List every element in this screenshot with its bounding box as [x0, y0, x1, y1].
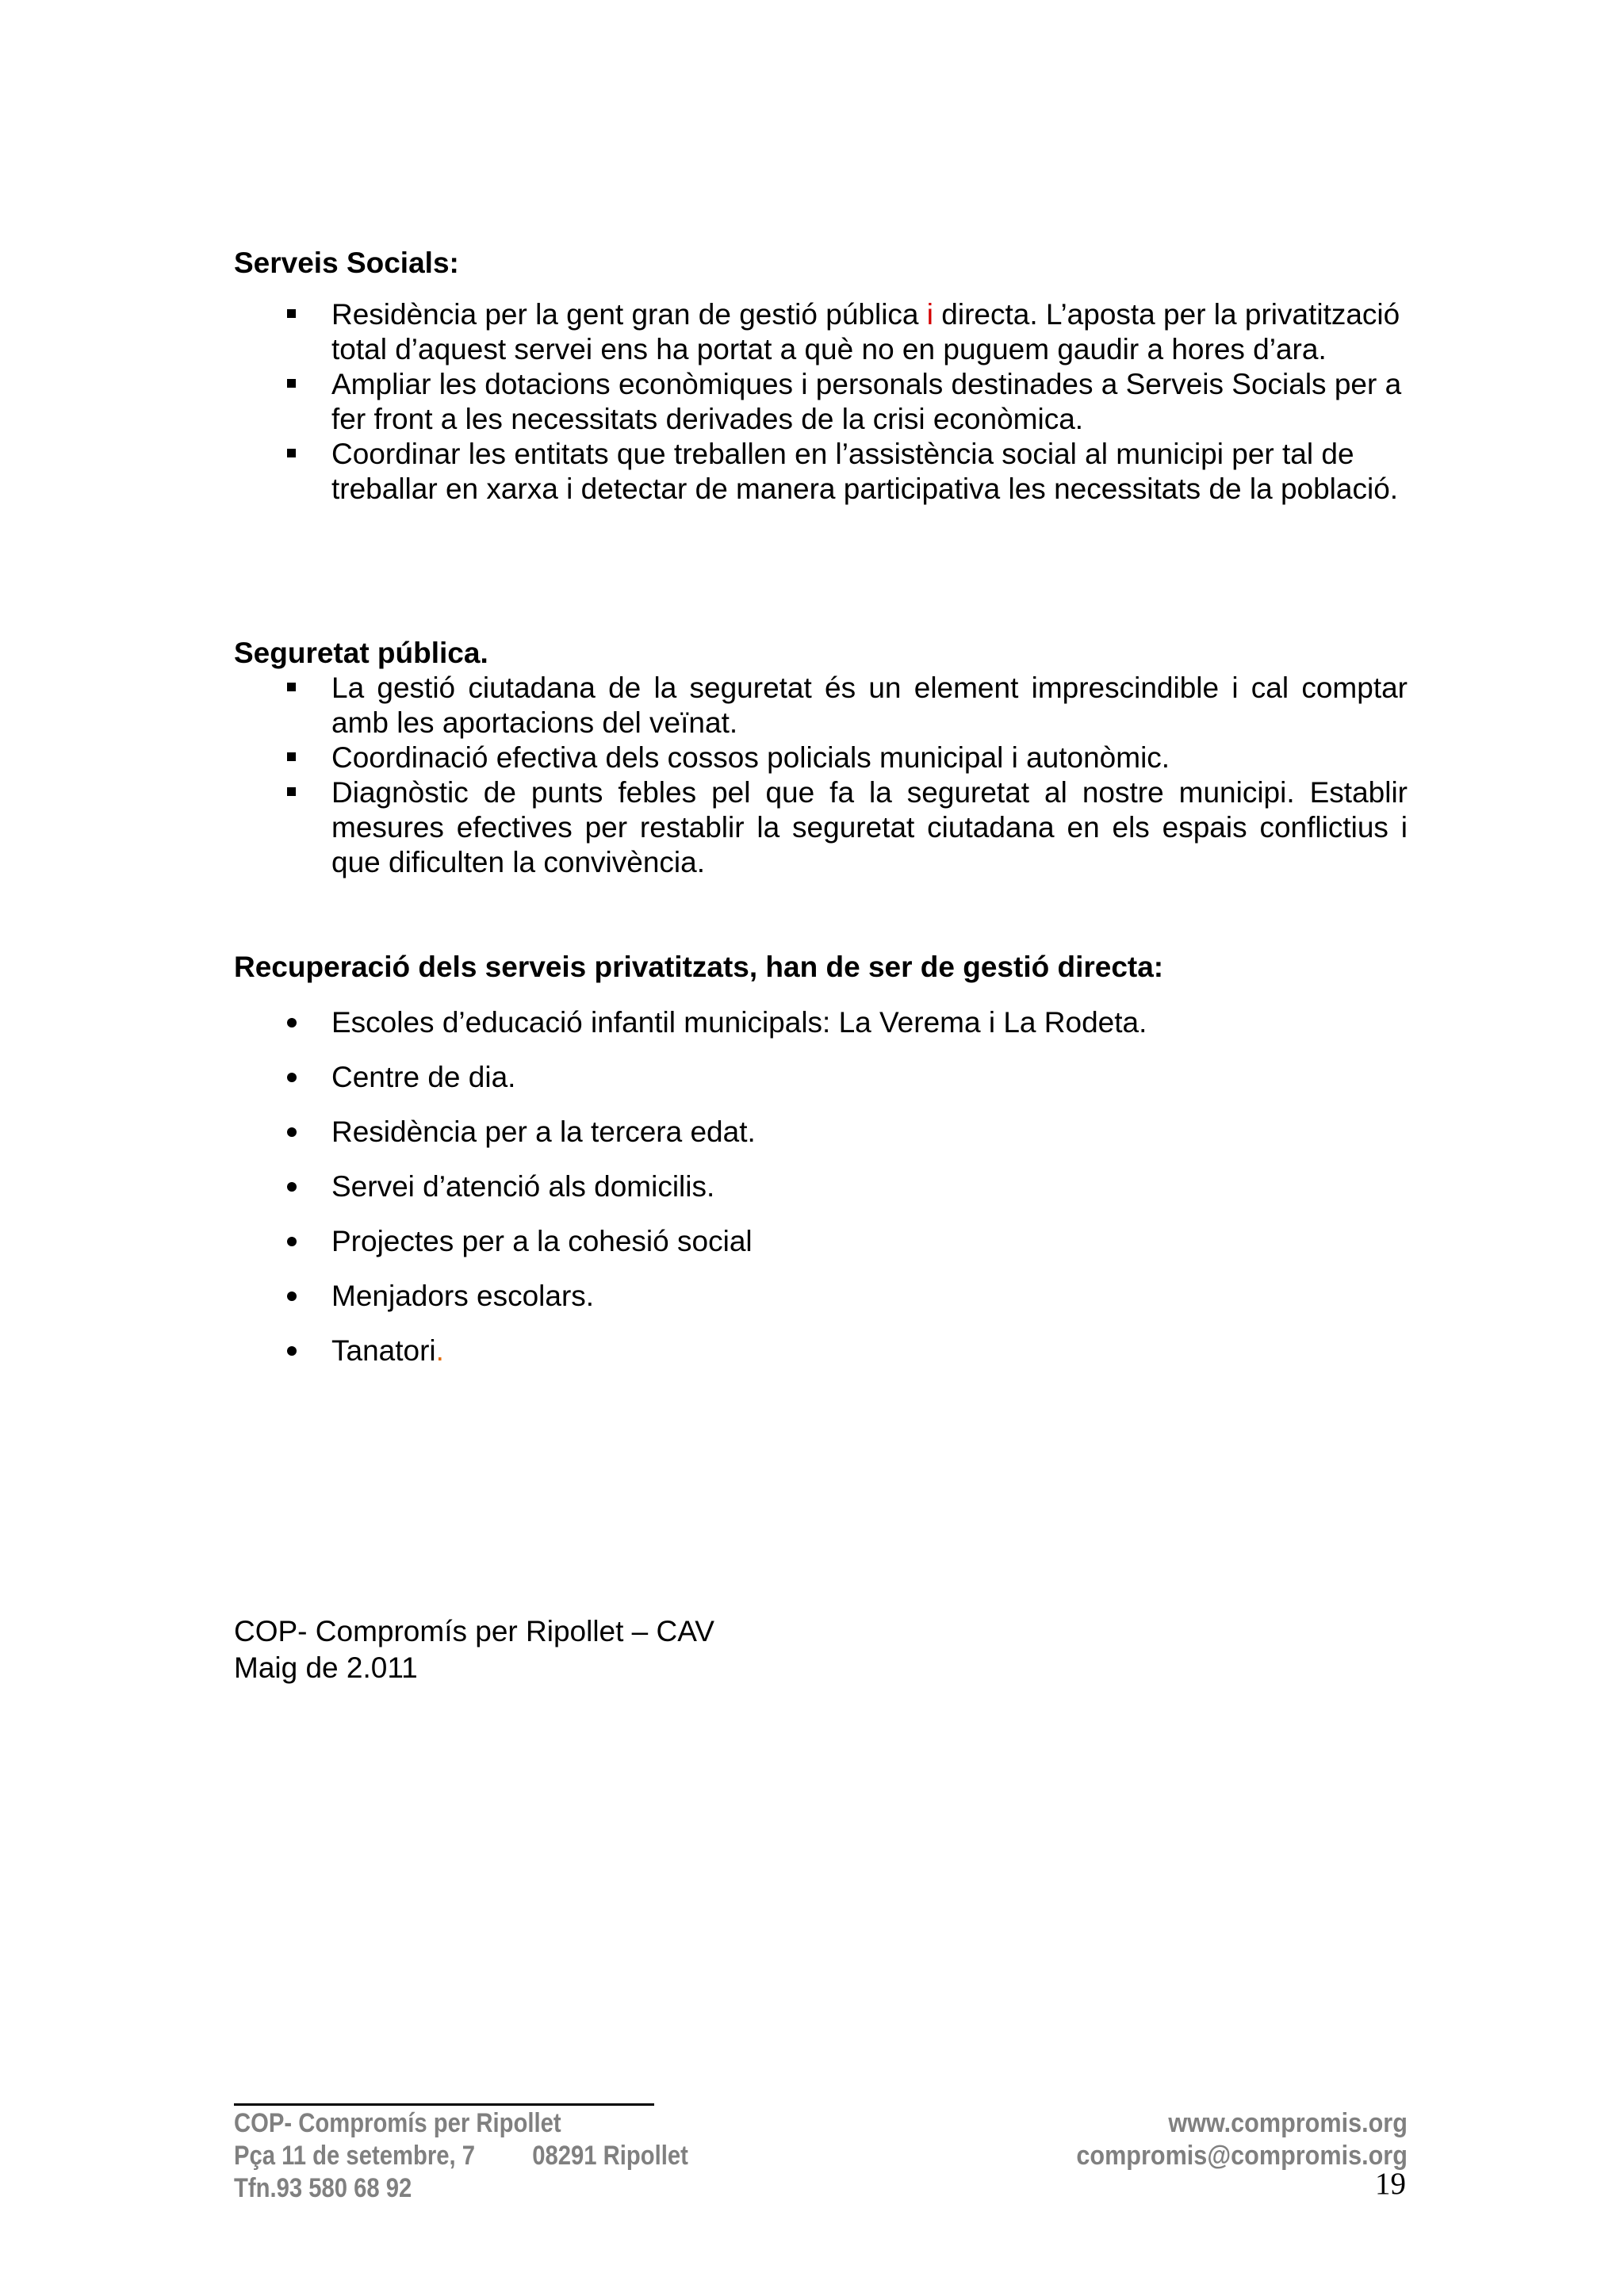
round-bullet-icon	[287, 1127, 297, 1137]
footer-org: COP- Compromís per Ripollet	[234, 2108, 561, 2138]
square-bullet-icon	[287, 309, 296, 318]
footer-links	[1076, 2107, 1408, 2172]
list-item: La gestió ciutadana de la seguretat és un element imprescindible i cal comptar amb les aportacions del veïnat.	[234, 671, 1408, 740]
footer-email-link[interactable]: compromis@compromis.org	[1076, 2141, 1408, 2171]
footer-address: Pça 11 de setembre, 7	[234, 2141, 475, 2171]
square-bullet-icon	[287, 752, 296, 761]
highlighted-text: i	[926, 298, 934, 331]
list-item: Escoles d’educació infantil municipals: La Verema i La Rodeta.	[234, 1005, 1408, 1060]
list-item: Diagnòstic de punts febles pel que fa la seguretat al nostre municipi. Establir mesures efectives per restablir la seguretat ciutadana en els espais conflictius i que dificulten la convivència.	[234, 775, 1408, 880]
list-item: Ampliar les dotacions econòmiques i personals destinades a Serveis Socials per a fer front a les necessitats derivades de la crisi econòmica.	[234, 367, 1408, 437]
list-item: Coordinar les entitats que treballen en l’assistència social al municipi per tal de treballar en xarxa i detectar de manera participativa les necessitats de la població.	[234, 437, 1408, 507]
footer-address-row	[234, 2140, 688, 2172]
square-bullet-icon	[287, 449, 296, 457]
list-item: Residència per la gent gran de gestió pública i directa. L’aposta per la privatització total d’aquest servei ens ha portat a què no en puguem gaudir a hores d’ara.	[234, 297, 1408, 367]
square-bullet-icon	[287, 379, 296, 388]
list-item: Servei d’atenció als domicilis.	[234, 1169, 1408, 1224]
highlighted-period: .	[435, 1334, 444, 1367]
list-item: Tanatori.	[234, 1334, 1408, 1388]
footer-divider	[234, 2103, 654, 2106]
list-item: Projectes per a la cohesió social	[234, 1224, 1408, 1279]
round-bullet-icon	[287, 1292, 297, 1301]
square-bullet-icon	[287, 683, 296, 691]
round-bullet-icon	[287, 1182, 297, 1192]
signature-date: Maig de 2.011	[234, 1651, 418, 1684]
section-heading-serveis-socials: Serveis Socials:	[234, 247, 459, 279]
serveis-privatitzats-list	[234, 1005, 1408, 1388]
round-bullet-icon	[287, 1237, 297, 1246]
section-heading-recuperacio: Recuperació dels serveis privatitzats, han de ser de gestió directa:	[234, 951, 1164, 983]
footer-website-link[interactable]: www.compromis.org	[1168, 2108, 1408, 2138]
signature-block	[234, 1613, 714, 1686]
page-number: 19	[1375, 2167, 1406, 2201]
footer-postcode: 08291 Ripollet	[532, 2141, 688, 2171]
seguretat-publica-list	[234, 671, 1408, 880]
footer-contact	[234, 2107, 688, 2205]
round-bullet-icon	[287, 1073, 297, 1082]
serveis-socials-list	[234, 297, 1408, 507]
list-item: Residència per a la tercera edat.	[234, 1115, 1408, 1169]
list-item: Menjadors escolars.	[234, 1279, 1408, 1334]
list-item: Coordinació efectiva dels cossos policials municipal i autonòmic.	[234, 740, 1408, 775]
section-heading-seguretat-publica: Seguretat pública.	[234, 637, 488, 669]
signature-organization: COP- Compromís per Ripollet – CAV	[234, 1615, 714, 1647]
round-bullet-icon	[287, 1346, 297, 1356]
list-item: Centre de dia.	[234, 1060, 1408, 1115]
footer-phone: Tfn.93 580 68 92	[234, 2173, 412, 2203]
square-bullet-icon	[287, 787, 296, 796]
round-bullet-icon	[287, 1018, 297, 1027]
